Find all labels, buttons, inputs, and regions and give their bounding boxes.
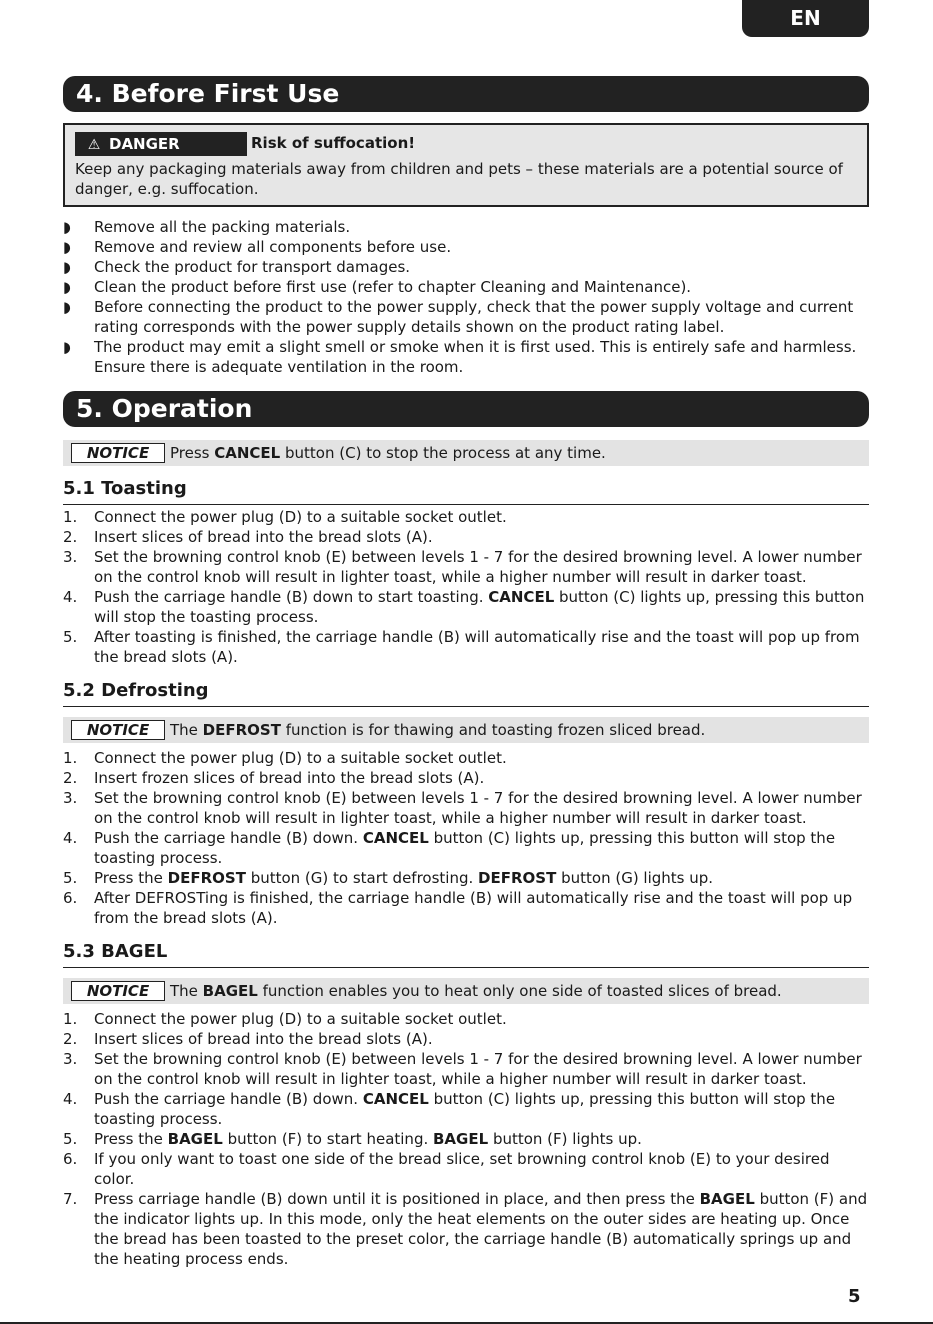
list-item [63,1009,869,1029]
step-number: 1. [63,749,78,767]
list-item [63,788,869,828]
notice-text: The BAGEL function enables you to heat only one side of toasted slices of bread. [170,982,782,1000]
danger-badge-label: DANGER [109,135,180,153]
list-item [63,828,869,868]
before-use-list [63,217,869,377]
list-item-text: Connect the power plug (D) to a suitable socket outlet. [94,1010,507,1028]
step-number: 6. [63,1150,78,1168]
list-item-text: Remove and review all components before use. [94,238,452,256]
notice-label: NOTICE [71,981,165,1001]
list-item [63,507,869,527]
step-number: 2. [63,769,78,787]
notice-text: Press CANCEL button (C) to stop the process at any time. [170,444,606,462]
list-item [63,277,869,297]
step-number: 4. [63,1090,78,1108]
list-item [63,1189,869,1269]
list-item [63,627,869,667]
step-number: 3. [63,1050,78,1068]
subsection-heading-toasting: 5.1 Toasting [63,478,869,505]
list-item-text: Insert frozen slices of bread into the bread slots (A). [94,769,485,787]
defrosting-steps [63,748,869,928]
section-heading-before-first-use: 4. Before First Use [63,76,869,112]
list-item-text: Press carriage handle (B) down until it is positioned in place, and then press the BAGEL button (F) and the indicator lights up. In this mode, only the heat elements on the outer sides are heating up. Once the bread has been toasted to the preset color, the carriage handle (B) automatically springs up and the heating process ends. [94,1190,868,1268]
list-item [63,337,869,377]
list-item-text: Insert slices of bread into the bread slots (A). [94,1030,433,1048]
bullet-marker-icon: ◗ [63,218,71,236]
list-item [63,257,869,277]
section-heading-operation: 5. Operation [63,391,869,427]
bagel-steps [63,1009,869,1269]
list-item-text: If you only want to toast one side of the bread slice, set browning control knob (E) to your desired color. [94,1150,830,1188]
step-number: 1. [63,508,78,526]
step-number: 2. [63,1030,78,1048]
notice-defrosting [63,717,869,743]
list-item-text: Set the browning control knob (E) between levels 1 - 7 for the desired browning level. A lower number on the control knob will result in lighter toast, while a higher number will result in darker toast. [94,1050,862,1088]
list-item [63,888,869,928]
list-item-text: Push the carriage handle (B) down. CANCEL button (C) lights up, pressing this button will stop the toasting process. [94,1090,836,1128]
warning-triangle-icon: ⚠ [87,137,101,153]
list-item-text: After toasting is finished, the carriage handle (B) will automatically rise and the toast will pop up from the bread slots (A). [94,628,860,666]
danger-warning-box [63,123,869,207]
list-item [63,237,869,257]
list-item-text: Press the BAGEL button (F) to start heating. BAGEL button (F) lights up. [94,1130,642,1148]
page-number: 5 [848,1286,861,1307]
list-item [63,1129,869,1149]
step-number: 5. [63,1130,78,1148]
bullet-marker-icon: ◗ [63,298,71,316]
subsection-heading-bagel: 5.3 BAGEL [63,941,869,968]
step-number: 5. [63,869,78,887]
list-item-text: Remove all the packing materials. [94,218,351,236]
list-item [63,768,869,788]
list-item [63,1029,869,1049]
list-item-text: Set the browning control knob (E) between levels 1 - 7 for the desired browning level. A lower number on the control knob will result in lighter toast, while a higher number will result in darker toast. [94,548,862,586]
danger-text: Keep any packaging materials away from children and pets – these materials are a potential source of danger, e.g. suffocation. [75,160,843,198]
step-number: 7. [63,1190,78,1208]
step-number: 5. [63,628,78,646]
list-item [63,217,869,237]
language-tab: EN [742,0,869,37]
danger-badge [75,132,247,156]
list-item [63,1089,869,1129]
step-number: 3. [63,789,78,807]
bullet-marker-icon: ◗ [63,278,71,296]
list-item-text: The product may emit a slight smell or smoke when it is first used. This is entirely safe and harmless. Ensure there is adequate ventilation in the room. [94,338,857,376]
list-item [63,527,869,547]
list-item [63,1049,869,1089]
step-number: 4. [63,588,78,606]
list-item-text: Set the browning control knob (E) between levels 1 - 7 for the desired browning level. A lower number on the control knob will result in lighter toast, while a higher number will result in darker toast. [94,789,862,827]
bullet-marker-icon: ◗ [63,238,71,256]
toasting-steps [63,507,869,667]
notice-text: The DEFROST function is for thawing and toasting frozen sliced bread. [170,721,706,739]
danger-title: Risk of suffocation! [251,134,416,152]
step-number: 2. [63,528,78,546]
list-item-text: Connect the power plug (D) to a suitable socket outlet. [94,749,507,767]
notice-operation [63,440,869,466]
list-item-text: Before connecting the product to the power supply, check that the power supply voltage and current rating corresponds with the power supply details shown on the product rating label. [94,298,854,336]
list-item [63,1149,869,1189]
step-number: 6. [63,889,78,907]
step-number: 4. [63,829,78,847]
bullet-marker-icon: ◗ [63,258,71,276]
notice-label: NOTICE [71,443,165,463]
list-item-text: Connect the power plug (D) to a suitable socket outlet. [94,508,507,526]
bullet-marker-icon: ◗ [63,338,71,356]
list-item [63,748,869,768]
list-item-text: Push the carriage handle (B) down. CANCEL button (C) lights up, pressing this button will stop the toasting process. [94,829,836,867]
list-item-text: Press the DEFROST button (G) to start defrosting. DEFROST button (G) lights up. [94,869,714,887]
notice-label: NOTICE [71,720,165,740]
list-item-text: Insert slices of bread into the bread slots (A). [94,528,433,546]
list-item [63,587,869,627]
list-item-text: Check the product for transport damages. [94,258,411,276]
notice-bagel [63,978,869,1004]
list-item [63,868,869,888]
step-number: 3. [63,548,78,566]
subsection-heading-defrosting: 5.2 Defrosting [63,680,869,707]
list-item [63,297,869,337]
step-number: 1. [63,1010,78,1028]
list-item [63,547,869,587]
list-item-text: Push the carriage handle (B) down to start toasting. CANCEL button (C) lights up, pressing this button will stop the toasting process. [94,588,865,626]
list-item-text: After DEFROSTing is finished, the carriage handle (B) will automatically rise and the toast will pop up from the bread slots (A). [94,889,853,927]
list-item-text: Clean the product before first use (refer to chapter Cleaning and Maintenance). [94,278,692,296]
